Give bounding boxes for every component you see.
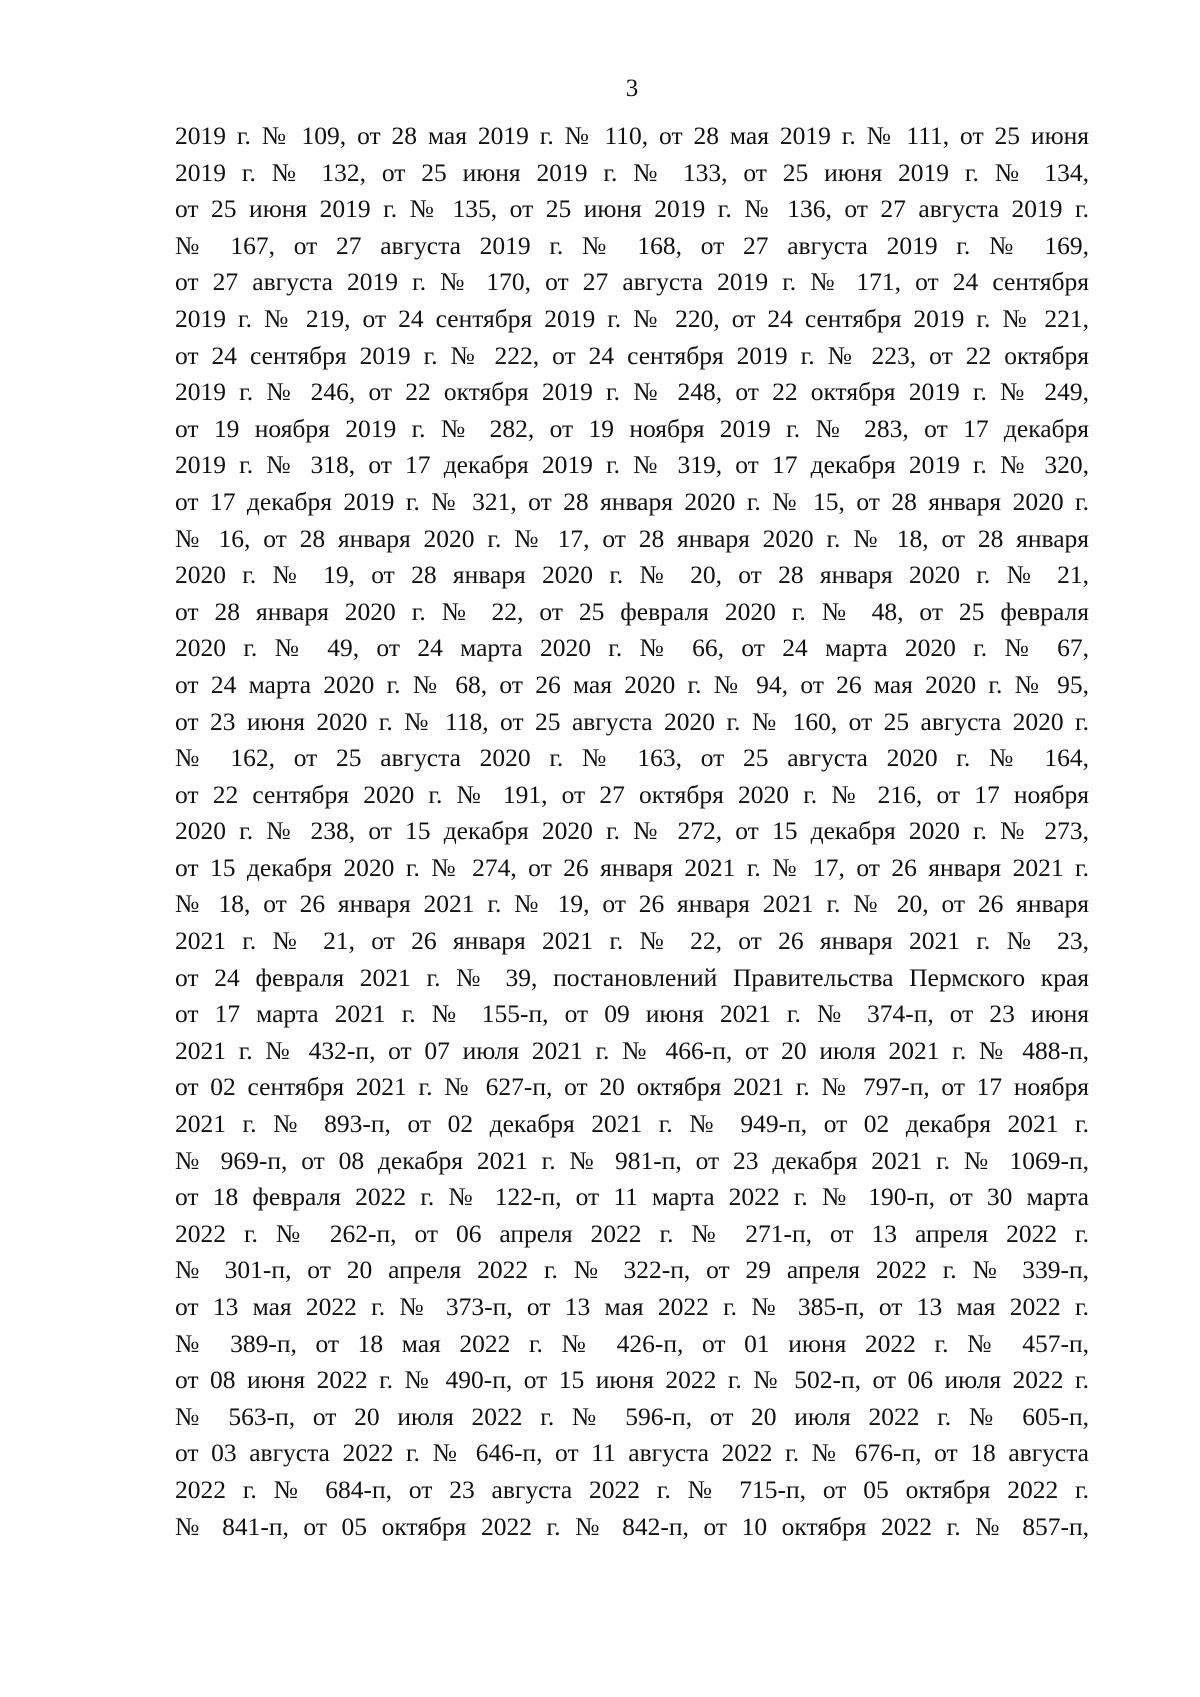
text-line: № 162, от 25 августа 2020 г. № 163, от 25 августа 2020 г. № 164, xyxy=(175,743,1089,773)
text-line: 2021 г. № 21, от 26 января 2021 г. № 22, от 26 января 2021 г. № 23, xyxy=(175,926,1089,956)
text-line: № 301-п, от 20 апреля 2022 г. № 322-п, от 29 апреля 2022 г. № 339-п, xyxy=(175,1255,1089,1285)
text-line: от 22 сентября 2020 г. № 191, от 27 октября 2020 г. № 216, от 17 ноября xyxy=(175,779,1089,809)
text-line: от 19 ноября 2019 г. № 282, от 19 ноября 2019 г. № 283, от 17 декабря xyxy=(175,413,1089,443)
text-line: 2020 г. № 19, от 28 января 2020 г. № 20, от 28 января 2020 г. № 21, xyxy=(175,560,1089,590)
text-line: 2020 г. № 238, от 15 декабря 2020 г. № 272, от 15 декабря 2020 г. № 273, xyxy=(175,816,1089,846)
text-line: от 17 марта 2021 г. № 155-п, от 09 июня 2021 г. № 374-п, от 23 июня xyxy=(175,999,1089,1029)
text-line: № 167, от 27 августа 2019 г. № 168, от 27 августа 2019 г. № 169, xyxy=(175,230,1089,260)
text-line: № 18, от 26 января 2021 г. № 19, от 26 января 2021 г. № 20, от 26 января xyxy=(175,889,1089,919)
document-body xyxy=(175,118,1089,1545)
text-line: № 841-п, от 05 октября 2022 г. № 842-п, от 10 октября 2022 г. № 857-п, xyxy=(175,1511,1089,1541)
text-line: от 24 февраля 2021 г. № 39, постановлений Правительства Пермского края xyxy=(175,962,1089,992)
text-line: от 03 августа 2022 г. № 646-п, от 11 августа 2022 г. № 676-п, от 18 августа xyxy=(175,1438,1089,1468)
text-line: № 563-п, от 20 июля 2022 г. № 596-п, от 20 июля 2022 г. № 605-п, xyxy=(175,1401,1089,1431)
text-line: 2019 г. № 318, от 17 декабря 2019 г. № 319, от 17 декабря 2019 г. № 320, xyxy=(175,450,1089,480)
text-line: от 08 июня 2022 г. № 490-п, от 15 июня 2022 г. № 502-п, от 06 июля 2022 г. xyxy=(175,1365,1089,1395)
text-line: от 27 августа 2019 г. № 170, от 27 августа 2019 г. № 171, от 24 сентября xyxy=(175,267,1089,297)
text-line: от 15 декабря 2020 г. № 274, от 26 января 2021 г. № 17, от 26 января 2021 г. xyxy=(175,852,1089,882)
text-line: от 13 мая 2022 г. № 373-п, от 13 мая 2022 г. № 385-п, от 13 мая 2022 г. xyxy=(175,1292,1089,1321)
text-line: 2019 г. № 109, от 28 мая 2019 г. № 110, от 28 мая 2019 г. № 111, от 25 июня xyxy=(175,121,1089,150)
text-line: 2020 г. № 49, от 24 марта 2020 г. № 66, от 24 марта 2020 г. № 67, xyxy=(175,633,1089,663)
page-number: 3 xyxy=(625,75,639,102)
text-line: от 28 января 2020 г. № 22, от 25 февраля 2020 г. № 48, от 25 февраля xyxy=(175,596,1089,626)
text-line: 2022 г. № 262-п, от 06 апреля 2022 г. № 271-п, от 13 апреля 2022 г. xyxy=(175,1218,1089,1248)
text-line: 2019 г. № 219, от 24 сентября 2019 г. № 220, от 24 сентября 2019 г. № 221, xyxy=(175,303,1089,333)
text-line: № 16, от 28 января 2020 г. № 17, от 28 января 2020 г. № 18, от 28 января xyxy=(175,523,1089,553)
text-line: 2021 г. № 432-п, от 07 июля 2021 г. № 466-п, от 20 июля 2021 г. № 488-п, xyxy=(175,1035,1089,1065)
text-line: от 02 сентября 2021 г. № 627-п, от 20 октября 2021 г. № 797-п, от 17 ноября xyxy=(175,1072,1089,1102)
text-line: от 24 сентября 2019 г. № 222, от 24 сентября 2019 г. № 223, от 22 октября xyxy=(175,340,1089,370)
text-line: от 25 июня 2019 г. № 135, от 25 июня 2019 г. № 136, от 27 августа 2019 г. xyxy=(175,194,1089,224)
text-line: 2019 г. № 246, от 22 октября 2019 г. № 248, от 22 октября 2019 г. № 249, xyxy=(175,377,1089,407)
text-line: от 24 марта 2020 г. № 68, от 26 мая 2020 г. № 94, от 26 мая 2020 г. № 95, xyxy=(175,669,1089,699)
text-line: № 969-п, от 08 декабря 2021 г. № 981-п, от 23 декабря 2021 г. № 1069-п, xyxy=(175,1145,1089,1175)
text-line: от 17 декабря 2019 г. № 321, от 28 января 2020 г. № 15, от 28 января 2020 г. xyxy=(175,486,1089,516)
text-line: 2021 г. № 893-п, от 02 декабря 2021 г. № 949-п, от 02 декабря 2021 г. xyxy=(175,1109,1089,1139)
text-line: 2022 г. № 684-п, от 23 августа 2022 г. № 715-п, от 05 октября 2022 г. xyxy=(175,1474,1089,1504)
text-line: от 18 февраля 2022 г. № 122-п, от 11 марта 2022 г. № 190-п, от 30 марта xyxy=(175,1182,1089,1212)
text-line: № 389-п, от 18 мая 2022 г. № 426-п, от 01 июня 2022 г. № 457-п, xyxy=(175,1328,1089,1358)
text-line: от 23 июня 2020 г. № 118, от 25 августа 2020 г. № 160, от 25 августа 2020 г. xyxy=(175,706,1089,736)
text-line: 2019 г. № 132, от 25 июня 2019 г. № 133, от 25 июня 2019 г. № 134, xyxy=(175,157,1089,187)
